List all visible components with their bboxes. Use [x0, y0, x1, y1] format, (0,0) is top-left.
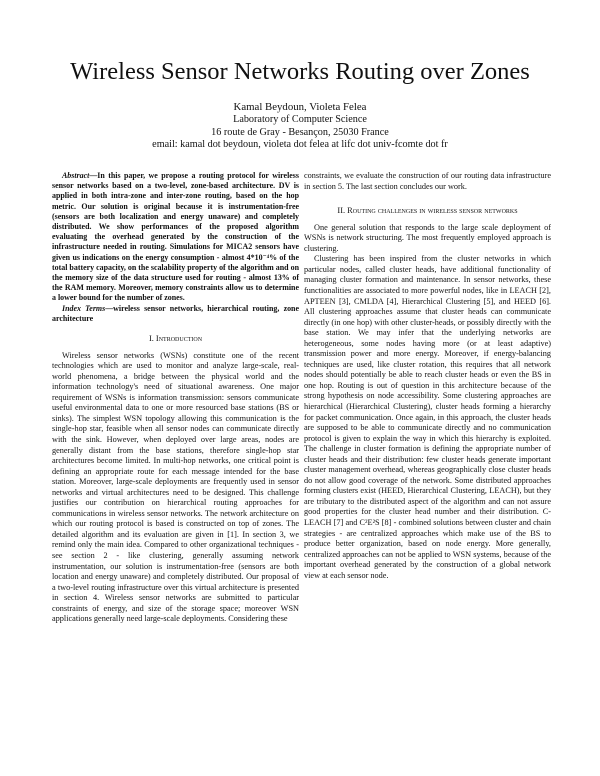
abstract-label: Abstract	[62, 171, 90, 180]
index-terms-text: —wireless sensor networks, hierarchical routing, zone architecture	[52, 303, 299, 323]
affiliation: Laboratory of Computer Science	[233, 113, 367, 125]
index-terms	[52, 304, 299, 324]
left-column	[52, 171, 299, 625]
routing-paragraph-1: One general solution that responds to the large scale deployment of WSNs is network structuring. The most frequently employed approach is clustering.	[304, 222, 551, 253]
routing-paragraph-2: Clustering has been inspired from the cluster networks in which particular nodes, called cluster heads, have additional functionality of managing cluster formation and maintenance. In sensor networks, these functionalities are associated to more powerful nodes, like in LEACH [2], APTEEN [3], CMLDA [4], Hierarchical Clustering [5], and HEED [6]. All clustering approaches assume that cluster heads can communicate directly (in one hop) with other cluster-heads, or possibly directly with the base station. We may infer that the underlying networks are heterogeneous, some nodes having more (or at least adaptive) transmission power and more energy. Moreover, if energy-balancing techniques are used, like cluster rotation, this requires that all network nodes should potentially be able to reach cluster heads or even the BS in one hop. Routing is out of question in this architecture because of the strong hypothesis on node accessibility. Some clustering approaches are hierarchical (Hierarchical Clustering), cluster heads forming a hierarchy for packet communication. Once again, in this approach, the cluster heads are supposed to be able to communicate directly and no communication protocol is given to explain the way in which this hierarchy is exploited. The challenge in cluster formation is defining the appropriate number of cluster heads and their distribution: few cluster heads generate important cluster management overhead, whereas geographically close cluster heads do not allow good coverage of the network. Some distributed approaches forming clusters exist (HEED, Hierarchical Clustering, LEACH), but they are tributary to the distributed aspect of the algorithm and can not assure good properties for the cluster head number and their distribution. C-LEACH [7] and C²E²S [8] - combined solutions between cluster and chain strategies - are centralized approaches which make use of the BS to produce better organization, based on node energy. More generally, centralized approaches can not be applied to WSN systems, because of the important overhead generated by the construction of a global network view at each sensor node.	[304, 254, 551, 580]
author-names: Kamal Beydoun, Violeta Felea	[233, 101, 367, 113]
section-heading-text: I. Introduction	[148, 334, 203, 344]
section-heading-routing-challenges	[304, 206, 551, 217]
email: email: kamal dot beydoun, violeta dot felea at lifc dot univ-fcomte dot fr	[152, 139, 448, 151]
abstract-text: —In this paper, we propose a routing protocol for wireless sensor networks based on a two-level, zone-based architecture. DV is applied in both intra-zone and inter-zone routing, based on the hop metric. Our solution is original because it is instrumentation-free (sensors are both localization and energy unaware) and completely distributed. We show performances of the proposed algorithm evaluating the overhead generated by the construction of the infrastructure needed in routing. Simulations for MICA2 sensors have given us indications on the energy consumption - almost 4*10⁻⁴% of the total battery capacity, on the scalability property of the algorithm and on the memory size of the data structure used for routing - almost 13% of the RAM memory. Moreover, memory constraints allow us to determine a lower bound for the number of zones.	[52, 171, 299, 303]
paper-title: Wireless Sensor Networks Routing over Zones	[70, 58, 530, 85]
section-heading-introduction	[52, 334, 299, 345]
author-block	[0, 101, 600, 152]
section-heading-text: II. Routing challenges in wireless sensor networks	[337, 206, 518, 216]
introduction-continued: constraints, we evaluate the construction of our routing data infrastructure in section 5. The last section concludes our work.	[304, 171, 551, 191]
address: 16 route de Gray - Besançon, 25030 France	[211, 126, 389, 138]
right-column	[304, 171, 551, 581]
abstract	[52, 171, 299, 304]
index-terms-label: Index Terms	[62, 303, 106, 313]
introduction-paragraph: Wireless sensor networks (WSNs) constitute one of the recent technologies which are used to monitor and analyze large-scale, real-world phenomena, a bridge between the physical world and the information technology's need of situational awareness. One major requirement of WSNs is information transmission: sensors communicate useful environmental data to one or more resourced base stations (BS or sinks). The simplest WSN topology allowing this communication is the single-hop star, feasible when all sensor nodes can communicate directly with the sink. However, when deployed over large areas, nodes are generally distant from the base stations, therefore single-hop star architectures become limited. In multi-hop networks, one critical point is defining an appropriate route for each message intended for the base station. Moreover, large-scale deployments are frequently used in sensor networks and virtual architectures need to be designed. This challenge justifies our contribution on hierarchical routing approaches for communications in wireless sensor networks. The network architecture on which our routing protocol is based is constructed on top of zones. The detailed algorithm and its evaluation are given in [1]. In section 3, we remind only the main idea. Compared to other organizational techniques - see section 2 - like clustering, generally assuming network instrumentation, our solution is instrumentation-free (sensors are both location and energy unaware) and completely distributed. Our proposal of a two-level routing infrastructure over this virtual architecture is presented in section 4. Wireless sensor networks are submitted to particular constraints of energy, and size of the storage space; moreover WSN applications generally need large-scale deployments. Considering these	[52, 350, 299, 624]
